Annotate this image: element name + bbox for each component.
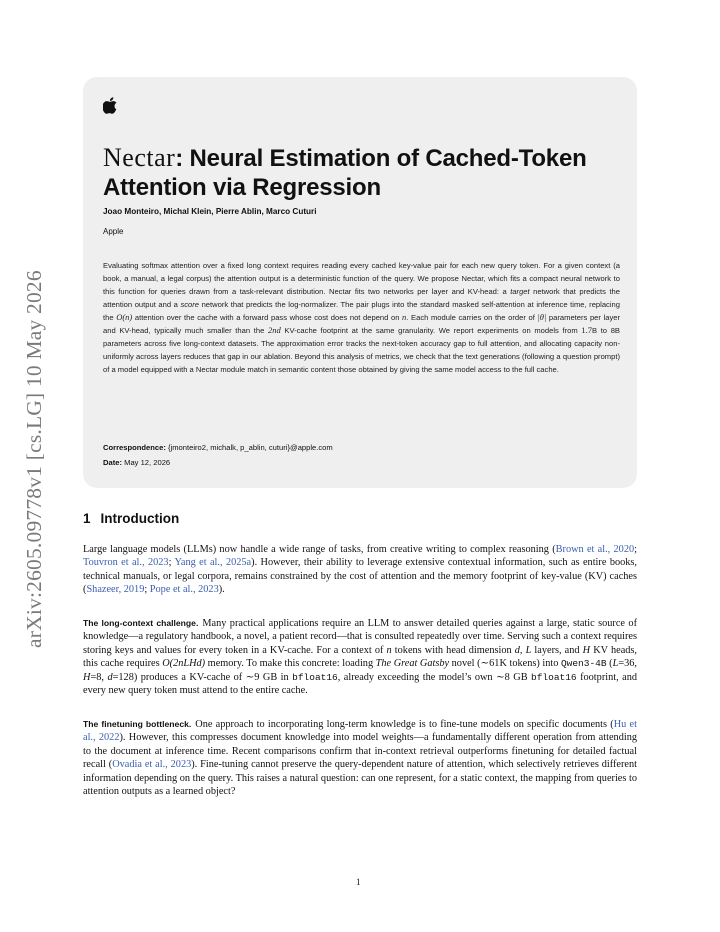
section-heading-introduction: 1 Introduction xyxy=(83,511,180,526)
arxiv-identifier-stamp: arXiv:2605.09778v1 [cs.LG] 10 May 2026 xyxy=(22,270,46,648)
citation-link[interactable]: Brown et al., 2020 xyxy=(555,544,635,555)
author-list: Joao Monteiro, Michal Klein, Pierre Ablin, Marco Cuturi xyxy=(103,207,317,216)
paragraph-intro: Large language models (LLMs) now handle a wide range of tasks, from creative writing to complex reasoning (Brown et al., 2020; Touvron et al., 2023; Yang et al., 2025a). However, their ability to leverage extensive contextual information, such as entire books, technical manuals, or legal corpora, remains constrained by the cost of attention and the memory footprint of key-value (KV) caches (Shazeer, 2019; Pope et al., 2023). xyxy=(83,544,637,596)
abstract: Evaluating softmax attention over a fixed long context requires reading every cached key-value pair for each new query token. For a given context (a book, a manual, a legal corpus) the attention output is a deterministic function of the query. We propose Nectar, which fits a compact neural network to this function for queries drawn from a task-relevant distribution. Nectar fits two networks per layer and KV-head: a target network that predicts the attention output and a score network that predicts the log-normalizer. The pair plugs into the standard masked self-attention at inference time, replacing the O(n) attention over the cache with a forward pass whose cost does not depend on n. Each module carries on the order of |θ| parameters per layer and KV-head, typically much smaller than the 2nd KV-cache footprint at the same granularity. We report experiments on models from 1.7B to 8B parameters across five long-context datasets. The approximation error tracks the next-token accuracy gap to full attention, and allocating capacity non-uniformly across layers reduces that gap in our ablation. Beyond this analysis of metrics, we check that the text generations (following a question prompt) of a model equipped with a Nectar module match in semantic content those obtained by giving the same model access to the full cache. xyxy=(103,261,620,374)
affiliation: Apple xyxy=(103,227,124,236)
citation-link[interactable]: Ovadia et al., 2023 xyxy=(112,759,192,771)
title-rest: : Neural Estimation of Cached-Token Attention via Regression xyxy=(103,145,587,201)
citation-link[interactable]: Yang et al., 2025a xyxy=(174,557,252,569)
apple-logo-icon xyxy=(103,97,117,114)
paper-title xyxy=(103,143,623,202)
paragraph-long-context-challenge: The long-context challenge. Many practical applications require an LLM to answer detailed queries against a large, static source of knowledge—a regulatory handbook, a novel, a patient record—that is consulted repeatedly over time. Serving such a context requires storing keys and values for every token in a KV-cache. For a context of n tokens with head dimension d, L layers, and H KV heads, this cache requires O(2nLHd) memory. To make this concrete: loading The Great Gatsby novel (∼61K tokens) into Qwen3-4B (L=36, H=8, d=128) produces a KV-cache of ∼9 GB in bfloat16, already exceeding the model’s own ∼8 GB bfloat16 footprint, and every new query token must attend to the entire cache. xyxy=(83,618,638,697)
paper-header-card xyxy=(83,77,637,488)
method-name: Nectar xyxy=(103,143,176,172)
citation-link[interactable]: Hu et al., 2022 xyxy=(83,719,637,744)
correspondence: Correspondence: {jmonteiro2, michalk, p_ablin, cuturi}@apple.com xyxy=(103,443,333,452)
paragraph-finetuning-bottleneck: The finetuning bottleneck. One approach to incorporating long-term knowledge is to fine-tune models on specific documents (Hu et al., 2022). However, this compresses document knowledge into model weights—a fundamentally different operation from attending to the document at inference time. Recent comparisons confirm that in-context retrieval outperforms finetuning for detailed factual recall (Ovadia et al., 2023). Fine-tuning cannot preserve the query-dependent nature of attention, which selectively retrieves different information depending on the query. This raises a natural question: can one represent, for a static context, the mapping from queries to attention outputs as a learned object? xyxy=(83,719,638,798)
page-number: 1 xyxy=(356,877,361,887)
citation-link[interactable]: Touvron et al., 2023 xyxy=(83,557,169,569)
correspondence-email[interactable]: {jmonteiro2, michalk, p_ablin, cuturi}@apple.com xyxy=(168,443,333,452)
publication-date: Date: May 12, 2026 xyxy=(103,458,171,467)
citation-link[interactable]: Shazeer, 2019 xyxy=(86,584,145,596)
citation-link[interactable]: Pope et al., 2023 xyxy=(149,584,219,596)
paragraph-heading: The long-context challenge. xyxy=(83,618,199,628)
paragraph-heading: The finetuning bottleneck. xyxy=(83,719,192,729)
